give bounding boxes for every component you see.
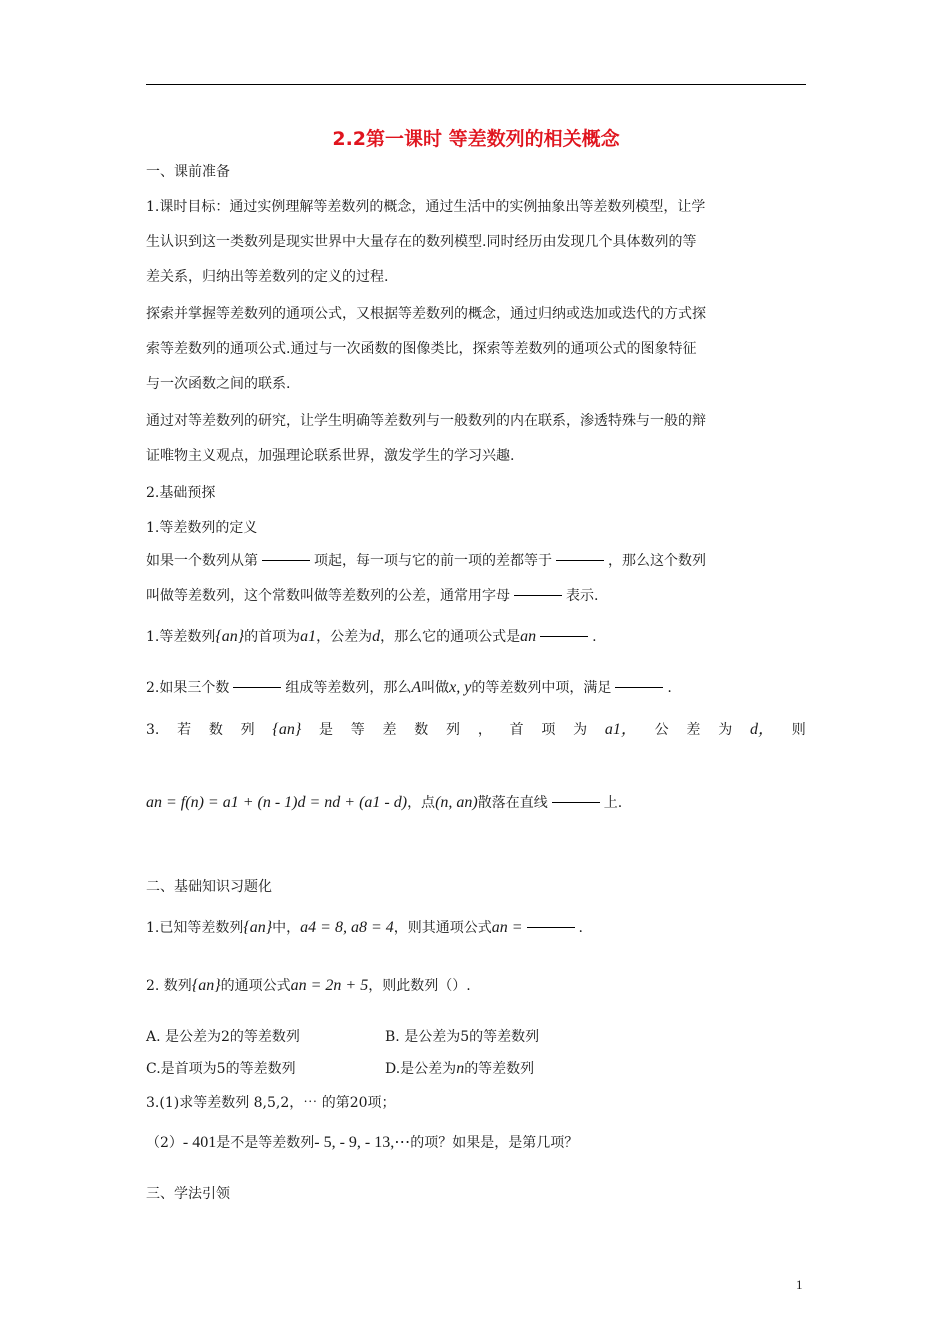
fill-blank — [615, 687, 663, 688]
exercise-1: 1.已知等差数列{an}中，a4 = 8, a8 = 4，则其通项公式an = . — [146, 919, 583, 936]
question-1: 1.等差数列{an}的首项为a1，公差为d，那么它的通项公式是an . — [146, 628, 597, 645]
header-rule — [146, 84, 806, 85]
objective-line-1: 1.课时目标：通过实例理解等差数列的概念，通过生活中的实例抽象出等差数列模型，让学 — [146, 199, 706, 215]
objective-line-8: 证唯物主义观点，加强理论联系世界，激发学生的学习兴趣. — [146, 448, 515, 464]
exercise-2: 2. 数列{an}的通项公式an = 2n + 5，则此数列（）. — [146, 977, 471, 994]
option-a: A. 是公差为2的等差数列 — [146, 1029, 300, 1045]
option-d: D.是公差为n的等差数列 — [385, 1060, 535, 1077]
section-heading-2: 二、基础知识习题化 — [146, 879, 272, 895]
objective-line-3: 差关系，归纳出等差数列的定义的过程. — [146, 269, 389, 285]
definition-line-1: 如果一个数列从第 项起，每一项与它的前一项的差都等于 ，那么这个数列 — [146, 553, 706, 569]
fill-blank — [527, 927, 575, 928]
fill-blank — [262, 560, 310, 561]
page-number: 1 — [796, 1277, 803, 1292]
objective-line-5: 索等差数列的通项公式.通过与一次函数的图像类比，探索等差数列的通项公式的图象特征 — [146, 341, 697, 357]
fill-blank — [556, 560, 604, 561]
exercise-3-part-2: （2）- 401是不是等差数列- 5, - 9, - 13,⋯的项？如果是，是第几项？ — [146, 1134, 579, 1151]
question-3-formula: an = f(n) = a1 + (n - 1)d = nd + (a1 - d)，点(n, an)散落在直线 上. — [146, 794, 623, 811]
subheading-definition: 1.等差数列的定义 — [146, 520, 258, 536]
option-c: C.是首项为5的等差数列 — [146, 1061, 296, 1077]
fill-blank — [233, 687, 281, 688]
objective-line-4: 探索并掌握等差数列的通项公式，又根据等差数列的概念，通过归纳或迭加或迭代的方式探 — [146, 306, 706, 322]
exercise-3-part-1: 3.(1)求等差数列 8,5,2，⋯ 的第20项； — [146, 1095, 396, 1111]
fill-blank — [540, 636, 588, 637]
question-2: 2.如果三个数 组成等差数列，那么A叫做x, y的等差数列中项，满足 . — [146, 679, 672, 696]
objective-line-7: 通过对等差数列的研究，让学生明确等差数列与一般数列的内在联系，渗透特殊与一般的辩 — [146, 413, 706, 429]
section-heading-1: 一、课前准备 — [146, 164, 230, 180]
page-title: 2.2第一课时 等差数列的相关概念 — [332, 128, 620, 150]
fill-blank — [552, 802, 600, 803]
general-term-formula: an = f(n) = a1 + (n - 1)d = nd + (a1 - d) — [146, 794, 408, 811]
option-b: B. 是公差为5的等差数列 — [385, 1029, 540, 1045]
fill-blank — [514, 595, 562, 596]
section-heading-3: 三、学法引领 — [146, 1186, 230, 1202]
objective-line-2: 生认识到这一类数列是现实世界中大量存在的数列模型.同时经历由发现几个具体数列的等 — [146, 234, 697, 250]
definition-line-2: 叫做等差数列，这个常数叫做等差数列的公差，通常用字母 表示. — [146, 588, 599, 604]
subheading-preview: 2.基础预探 — [146, 485, 216, 501]
question-3: 3. 若 数 列 {an} 是 等 差 数 列 ， 首 项 为 a1， 公 差 为 d， 则 — [146, 721, 806, 738]
objective-line-6: 与一次函数之间的联系. — [146, 376, 291, 392]
